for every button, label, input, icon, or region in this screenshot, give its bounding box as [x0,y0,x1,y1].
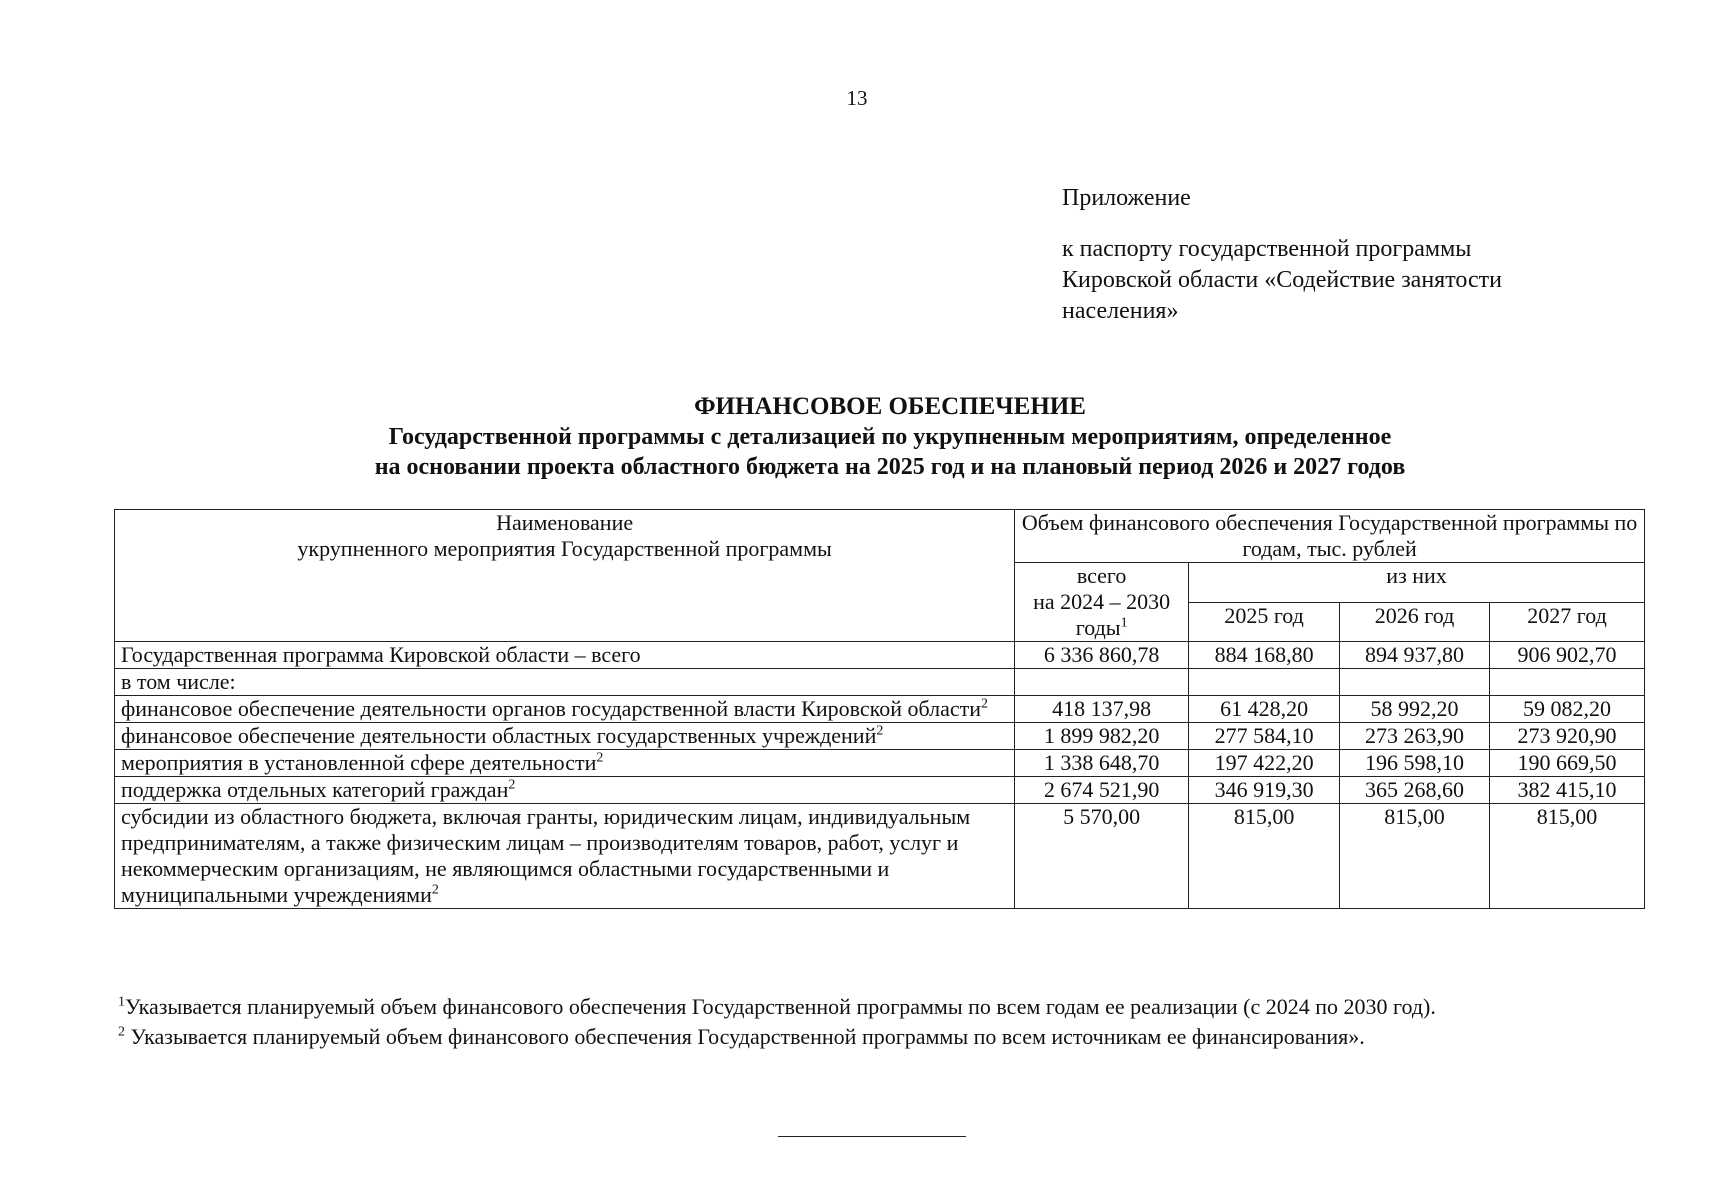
document-heading [0,392,1714,482]
row-total-cell: 418 137,98 [1015,696,1189,723]
row-2027-cell [1490,669,1645,696]
header-total-line: всего [1076,563,1127,588]
row-2027-cell: 382 415,10 [1490,777,1645,804]
table-row [115,750,1645,777]
footnote-mark: 2 [596,750,604,766]
footnote-text: Указывается планируемый объем финансового обеспечения Государственной программы по всем источникам ее финансирования». [125,1024,1365,1049]
header-total-years: годы [1075,615,1121,640]
footnote-mark: 1 [1120,615,1128,631]
header-total-line [1021,615,1182,641]
footnote-mark: 2 [118,1024,125,1040]
row-2026-cell: 58 992,20 [1340,696,1490,723]
table-row [115,669,1645,696]
row-2026-cell: 894 937,80 [1340,642,1490,669]
appendix-line: к паспорту государственной программы [1062,236,1472,262]
footnote [118,1022,1436,1052]
footnote-mark: 2 [981,696,989,712]
appendix-block [1062,183,1502,327]
heading-title: ФИНАНСОВОЕ ОБЕСПЕЧЕНИЕ [694,393,1086,420]
row-name: в том числе: [121,669,236,694]
header-of-them-cell: из них [1189,563,1645,603]
row-2027-cell: 815,00 [1490,804,1645,909]
heading-subtitle-line: на основании проекта областного бюджета на 2025 год и на плановый период 2026 и 2027 годов [374,454,1406,480]
page-number: 13 [846,86,868,110]
row-total-cell: 5 570,00 [1015,804,1189,909]
heading-subtitle-line: Государственной программы с детализацией по укрупненным мероприятиям, определенное [388,424,1392,450]
footnotes [118,992,1436,1052]
row-name-cell [115,723,1015,750]
row-total-cell: 1 899 982,20 [1015,723,1189,750]
appendix-title: Приложение [1062,185,1191,211]
row-2025-cell [1189,669,1340,696]
row-name-cell [115,750,1015,777]
footnote-mark: 1 [118,994,125,1010]
footnote-mark: 2 [508,777,516,793]
row-2025-cell: 61 428,20 [1189,696,1340,723]
appendix-line: населения» [1062,298,1179,324]
footnote [118,992,1436,1022]
header-name-cell [115,510,1015,642]
row-2026-cell [1340,669,1490,696]
header-volume-cell: Объем финансового обеспечения Государственной программы по годам, тыс. рублей [1015,510,1645,563]
row-name-cell [115,642,1015,669]
row-name: финансовое обеспечение деятельности областных государственных учреждений [121,723,877,748]
header-year-cell: 2026 год [1340,602,1490,642]
row-2025-cell: 815,00 [1189,804,1340,909]
row-2025-cell: 346 919,30 [1189,777,1340,804]
row-total-cell: 2 674 521,90 [1015,777,1189,804]
row-2025-cell: 277 584,10 [1189,723,1340,750]
row-2026-cell: 365 268,60 [1340,777,1490,804]
table-row [115,804,1645,909]
row-2026-cell: 196 598,10 [1340,750,1490,777]
header-total-cell [1015,563,1189,642]
header-name-line: Наименование [496,510,634,535]
table-row [115,642,1645,669]
row-name: финансовое обеспечение деятельности органов государственной власти Кировской области [121,696,982,721]
table-header-row [115,510,1645,563]
footnote-text: Указывается планируемый объем финансового обеспечения Государственной программы по всем годам ее реализации (с 2024 по 2030 год). [125,994,1436,1019]
row-total-cell [1015,669,1189,696]
row-2025-cell: 197 422,20 [1189,750,1340,777]
row-name-cell [115,696,1015,723]
financing-table [114,509,1645,909]
row-total-cell: 1 338 648,70 [1015,750,1189,777]
table-row [115,723,1645,750]
table-row [115,696,1645,723]
row-total-cell: 6 336 860,78 [1015,642,1189,669]
appendix-line: Кировской области «Содействие занятости [1062,267,1502,293]
table-row [115,777,1645,804]
row-2027-cell: 190 669,50 [1490,750,1645,777]
row-name-cell [115,669,1015,696]
row-2027-cell: 273 920,90 [1490,723,1645,750]
header-name-line: укрупненного мероприятия Государственной программы [297,536,832,561]
row-name-cell [115,804,1015,909]
row-2026-cell: 273 263,90 [1340,723,1490,750]
row-name: субсидии из областного бюджета, включая гранты, юридическим лицам, индивидуальным предпринимателям, а также физическим лицам – производителям товаров, работ, услуг и некоммерческим организациям, не являющимся областными государственными и муниципальными учреждениями [121,804,971,907]
header-total-line: на 2024 – 2030 [1033,589,1171,614]
header-year-cell: 2025 год [1189,602,1340,642]
bottom-divider [778,1136,966,1137]
row-name-cell [115,777,1015,804]
footnote-mark: 2 [431,882,439,898]
header-year-cell: 2027 год [1490,602,1645,642]
row-2027-cell: 59 082,20 [1490,696,1645,723]
footnote-mark: 2 [876,723,884,739]
row-2026-cell: 815,00 [1340,804,1490,909]
row-name: мероприятия в установленной сфере деятельности [121,750,597,775]
row-name: Государственная программа Кировской области – всего [121,642,641,667]
row-name: поддержка отдельных категорий граждан [121,777,509,802]
row-2025-cell: 884 168,80 [1189,642,1340,669]
row-2027-cell: 906 902,70 [1490,642,1645,669]
